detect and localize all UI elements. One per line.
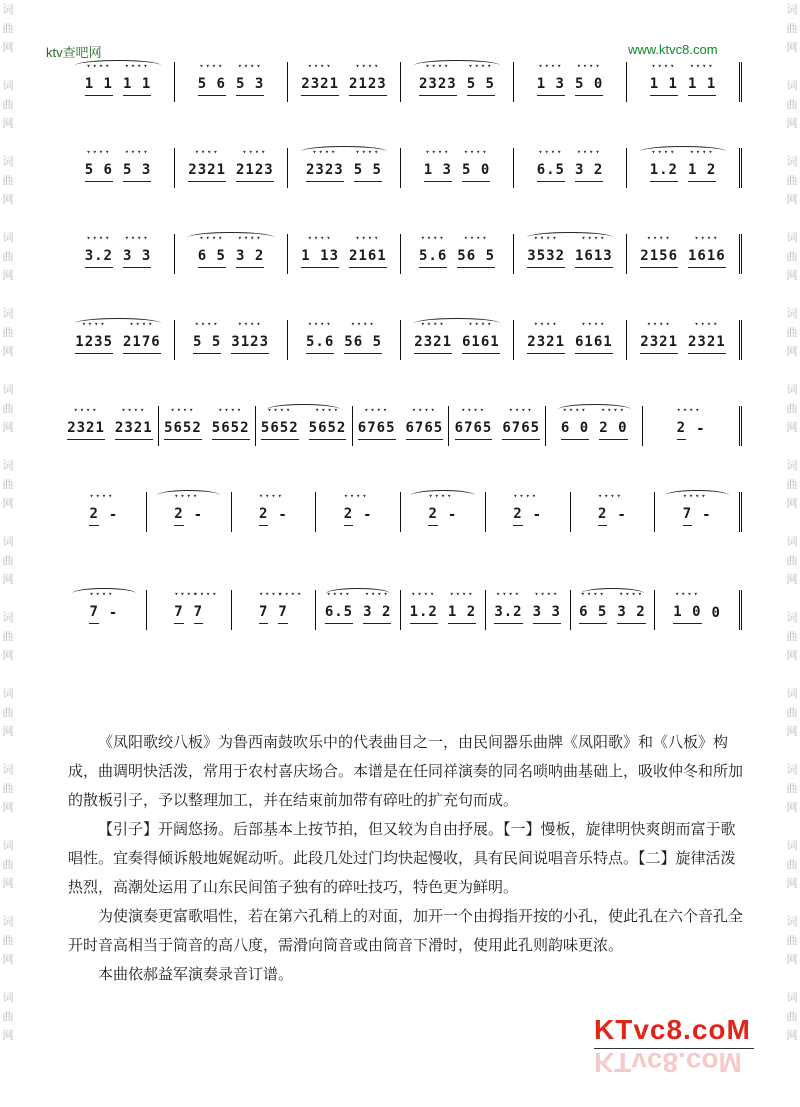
note-group: ▾▾▾▾ 2321 xyxy=(640,334,678,354)
note-group: ▾▾▾▾ 6 5 xyxy=(579,604,607,624)
note-group: ▾▾▾▾ 2 xyxy=(174,506,183,526)
note-group: - xyxy=(193,507,204,523)
note-group: - xyxy=(696,421,706,437)
note-group: - xyxy=(108,507,119,523)
measure xyxy=(571,492,656,532)
note-group: ▾▾▾▾ 2 xyxy=(677,420,686,440)
measure xyxy=(175,148,288,188)
note-group: ▾▾▾▾ 5.6 xyxy=(306,334,334,354)
note-group: - xyxy=(447,507,458,523)
note-group: ▾▾▾▾ 2321 xyxy=(301,76,339,96)
score-row xyxy=(62,310,742,370)
note-group: ▾▾▾▾ 1 2 xyxy=(688,162,716,182)
note-group: ▾▾▾▾ 56 5 xyxy=(344,334,382,354)
note-group: ▾▾▾▾ 2156 xyxy=(640,248,678,268)
note-group: ▾▾▾▾ 5 5 xyxy=(354,162,382,182)
note-group: ▾▾▾▾ 5 0 xyxy=(575,76,603,96)
note-group: ▾▾▾▾ 2123 xyxy=(236,162,274,182)
measure xyxy=(62,492,147,532)
note-group: ▾▾▾▾ 3 2 xyxy=(236,248,264,268)
note-group: ▾▾▾▾ 5652 xyxy=(164,420,202,440)
measure xyxy=(159,406,256,446)
score-row xyxy=(62,52,742,112)
note-group: ▾▾▾▾ 5652 xyxy=(309,420,347,440)
note-group: ▾▾▾▾ 2161 xyxy=(349,248,387,268)
measure xyxy=(401,320,514,360)
measure xyxy=(514,148,627,188)
measure xyxy=(175,320,288,360)
note-group: ▾▾▾▾ 2 xyxy=(89,506,98,526)
note-group: ▾▾▾▾ 5 5 xyxy=(193,334,221,354)
note-group: ▾▾▾▾ 6.5 xyxy=(537,162,565,182)
note-group: ▾▾▾▾ 2323 xyxy=(419,76,457,96)
note-group: ▾▾▾▾ 7 xyxy=(683,506,692,526)
paragraph-1: 《凤阳歌绞八板》为鲁西南鼓吹乐中的代表曲目之一，由民间器乐曲牌《凤阳歌》和《八板》构成，曲调明快活泼，常用于农村喜庆场合。本谱是在任同祥演奏的同名唢呐曲基础上，吸收仲冬和所加的散板引子，予以整理加工，并在结束前加带有碎吐的扩充句而成。 xyxy=(68,733,744,809)
note-group: ▾▾▾▾ 5 5 xyxy=(467,76,495,96)
score-row xyxy=(62,224,742,284)
measure xyxy=(401,62,514,102)
measure xyxy=(401,590,486,630)
note-group: ▾▾▾▾ 6161 xyxy=(462,334,500,354)
note-group: ▾▾▾▾ 5 6 xyxy=(85,162,113,182)
measure xyxy=(514,320,627,360)
score-row xyxy=(62,138,742,198)
note-group: ▾▾▾▾ 1.2 xyxy=(650,162,678,182)
note-group: ▾▾▾▾ 6765 xyxy=(455,420,493,440)
score-row xyxy=(62,580,742,640)
note-group: ▾▾▾▾ 6765 xyxy=(406,420,444,440)
measure xyxy=(288,148,401,188)
note-group: ▾▾▾▾ 2 xyxy=(428,506,437,526)
note-group: - xyxy=(617,507,627,523)
note-group: ▾▾▾▾ 3532 xyxy=(527,248,565,268)
note-group: ▾▾▾▾ 3 2 xyxy=(363,604,391,624)
measure xyxy=(316,492,401,532)
note-group: - xyxy=(108,605,119,621)
measure xyxy=(288,320,401,360)
note-group: ▾▾▾▾ 7 xyxy=(259,604,268,624)
note-group: ▾▾▾▾ 7 xyxy=(194,604,203,624)
measure xyxy=(232,590,317,630)
note-group: ▾▾▾▾ 3 2 xyxy=(617,604,645,624)
note-group: ▾▾▾▾ 5652 xyxy=(261,420,299,440)
note-group: ▾▾▾▾ 5 3 xyxy=(123,162,151,182)
paragraph-4: 本曲依郝益军演奏录音订谱。 xyxy=(98,965,294,983)
paragraph-3: 为使演奏更富歌唱性，若在第六孔稍上的对面，加开一个由拇指开按的小孔，使此孔在六个音孔全开时音高相当于筒音的高八度，需滑向筒音或由筒音下滑时，使用此孔则韵味更浓。 xyxy=(68,907,744,954)
note-group: - xyxy=(532,507,543,523)
site-watermark-left: ktv查吧网 xyxy=(46,45,102,60)
note-group: ▾▾▾▾ 3.2 xyxy=(85,248,113,268)
measure xyxy=(655,590,742,630)
note-group: ▾▾▾▾ 7 xyxy=(89,604,98,624)
measure xyxy=(175,234,288,274)
note-group: ▾▾▾▾ 3 3 xyxy=(123,248,151,268)
measure xyxy=(627,320,742,360)
note-group: ▾▾▾▾ 2323 xyxy=(306,162,344,182)
note-group: ▾▾▾▾ 2321 xyxy=(67,420,105,440)
site-logo: KTvc8.coM xyxy=(594,1014,751,1045)
note-group: ▾▾▾▾ 2321 xyxy=(115,420,153,440)
note-group: ▾▾▾▾ 2321 xyxy=(414,334,452,354)
side-watermark-right: 词 曲 网 词 曲 网 词 曲 网 词 曲 网 词 曲 网 词 曲 网 词 曲 网 词 曲 网 词 曲 网 词 曲 网 词 曲 网 词 曲 网 词 曲 网 词 曲 网 xyxy=(786,3,798,1042)
note-group: ▾▾▾▾ 1613 xyxy=(575,248,613,268)
note-group: - xyxy=(702,507,712,523)
measure xyxy=(316,590,401,630)
commentary xyxy=(68,728,748,989)
note-group: ▾▾▾▾ 1 2 xyxy=(448,604,476,624)
measure xyxy=(546,406,643,446)
note-group: ▾▾▾▾ 6765 xyxy=(502,420,540,440)
note-group: ▾▾▾▾ 3 3 xyxy=(533,604,561,624)
site-watermark-right: www.ktvc8.com xyxy=(628,42,718,57)
note-group: ▾▾▾▾ 2321 xyxy=(688,334,726,354)
note-group: ▾▾▾▾ 7 xyxy=(174,604,183,624)
note-group: ▾▾▾▾ 1 3 xyxy=(424,162,452,182)
measure xyxy=(643,406,742,446)
note-group: ▾▾▾▾ 1 1 xyxy=(123,76,151,96)
measure xyxy=(655,492,742,532)
measure xyxy=(401,148,514,188)
measure xyxy=(175,62,288,102)
score-row xyxy=(62,396,742,456)
note-group: ▾▾▾▾ 1 13 xyxy=(301,248,339,268)
note-group: ▾▾▾▾ 3.2 xyxy=(494,604,522,624)
measure xyxy=(62,234,175,274)
note-group: ▾▾▾▾ 2 xyxy=(598,506,607,526)
note-group: 0 xyxy=(711,605,721,621)
measure xyxy=(486,590,571,630)
note-group: ▾▾▾▾ 1616 xyxy=(688,248,726,268)
measure xyxy=(62,320,175,360)
note-group: ▾▾▾▾ 6161 xyxy=(575,334,613,354)
note-group: ▾▾▾▾ 56 5 xyxy=(457,248,495,268)
measure xyxy=(62,148,175,188)
note-group: ▾▾▾▾ 1 1 xyxy=(85,76,113,96)
measure xyxy=(627,62,742,102)
note-group: - xyxy=(278,507,288,523)
measure xyxy=(627,234,742,274)
score-row xyxy=(62,482,742,542)
measure xyxy=(62,406,159,446)
note-group: ▾▾▾▾ 3123 xyxy=(231,334,269,354)
note-group: ▾▾▾▾ 5652 xyxy=(212,420,250,440)
note-group: ▾▾▾▾ 6 0 xyxy=(561,420,589,440)
note-group: ▾▾▾▾ 2321 xyxy=(527,334,565,354)
note-group: ▾▾▾▾ 3 2 xyxy=(575,162,603,182)
measure xyxy=(353,406,450,446)
measure xyxy=(514,62,627,102)
note-group: ▾▾▾▾ 5 0 xyxy=(462,162,490,182)
note-group: ▾▾▾▾ 6.5 xyxy=(325,604,353,624)
measure xyxy=(256,406,353,446)
side-watermark-left: 词 曲 网 词 曲 网 词 曲 网 词 曲 网 词 曲 网 词 曲 网 词 曲 网 词 曲 网 词 曲 网 词 曲 网 词 曲 网 词 曲 网 词 曲 网 词 曲 网 xyxy=(2,3,14,1042)
measure xyxy=(147,590,232,630)
measure xyxy=(627,148,742,188)
note-group: ▾▾▾▾ 1 0 xyxy=(673,604,701,624)
note-group: ▾▾▾▾ 1235 xyxy=(75,334,113,354)
measure xyxy=(514,234,627,274)
paragraph-2: 【引子】开阔悠扬。后部基本上按节拍，但又较为自由抒展。【一】慢板，旋律明快爽朗而富于歌唱性。宜奏得倾诉般地娓娓动听。此段几处过门均快起慢收，具有民间说唱音乐特点。【二】旋律活泼热烈，高潮处运用了山东民间笛子独有的碎吐技巧，特色更为鲜明。 xyxy=(68,820,736,896)
measure xyxy=(288,62,401,102)
note-group: ▾▾▾▾ 2 0 xyxy=(599,420,627,440)
note-group: ▾▾▾▾ 5.6 xyxy=(419,248,447,268)
note-group: ▾▾▾▾ 2123 xyxy=(349,76,387,96)
measure xyxy=(147,492,232,532)
note-group: ▾▾▾▾ 1.2 xyxy=(410,604,438,624)
note-group: ▾▾▾▾ 7 xyxy=(278,604,287,624)
note-group: ▾▾▾▾ 1 1 xyxy=(650,76,678,96)
measure xyxy=(571,590,656,630)
measure xyxy=(401,234,514,274)
note-group: ▾▾▾▾ 2176 xyxy=(123,334,161,354)
note-group: - xyxy=(363,507,373,523)
measure xyxy=(232,492,317,532)
note-group: ▾▾▾▾ 1 3 xyxy=(537,76,565,96)
note-group: ▾▾▾▾ 1 1 xyxy=(688,76,716,96)
measure xyxy=(288,234,401,274)
note-group: ▾▾▾▾ 6 5 xyxy=(198,248,226,268)
note-group: ▾▾▾▾ 2321 xyxy=(188,162,226,182)
measure xyxy=(449,406,546,446)
note-group: ▾▾▾▾ 2 xyxy=(513,506,522,526)
site-logo-reflection: KTvc8.coM xyxy=(594,1047,742,1078)
note-group: ▾▾▾▾ 2 xyxy=(259,506,268,526)
measure xyxy=(486,492,571,532)
measure xyxy=(62,590,147,630)
measure xyxy=(62,62,175,102)
note-group: ▾▾▾▾ 5 3 xyxy=(236,76,264,96)
note-group: ▾▾▾▾ 2 xyxy=(344,506,353,526)
note-group: ▾▾▾▾ 5 6 xyxy=(198,76,226,96)
measure xyxy=(401,492,486,532)
note-group: ▾▾▾▾ 6765 xyxy=(358,420,396,440)
